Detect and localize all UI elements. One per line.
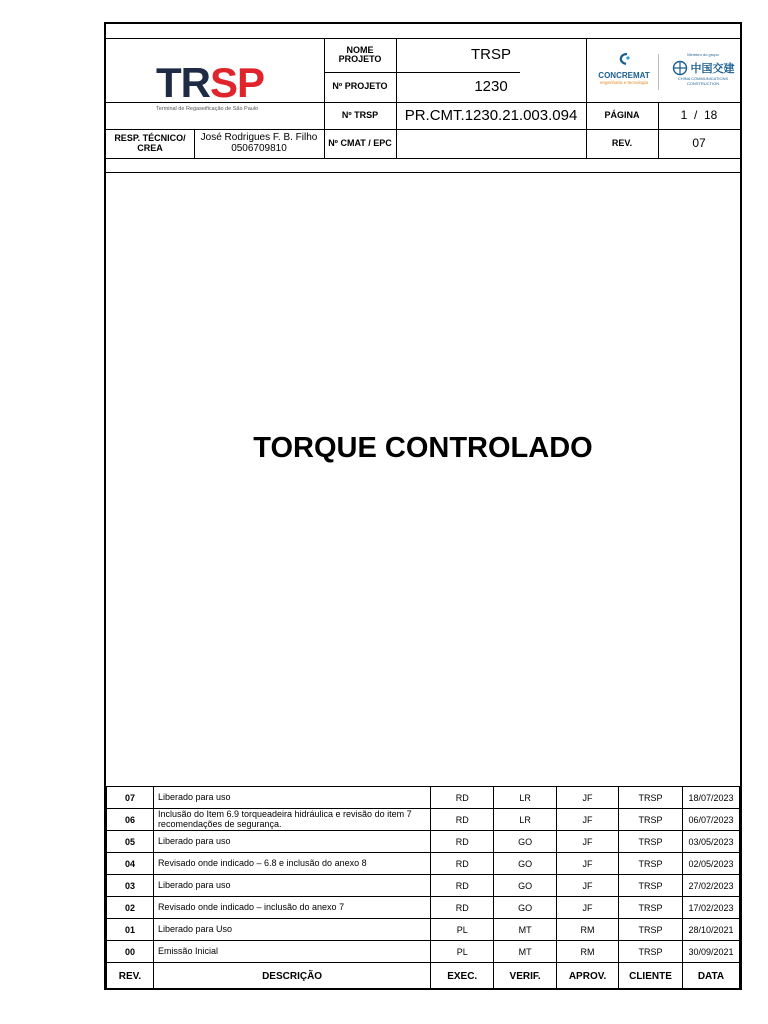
table-row xyxy=(107,919,740,941)
cell-desc: Liberado para Uso xyxy=(153,919,430,941)
cell-verif: GO xyxy=(494,875,557,897)
cell-desc: Inclusão do Item 6.9 torqueadeira hidráulica e revisão do item 7 recomendações de segurança. xyxy=(153,809,430,831)
concremat-logo xyxy=(594,52,654,85)
cell-data: 02/05/2023 xyxy=(682,853,739,875)
cell-verif: LR xyxy=(494,809,557,831)
n-projeto-label: Nº PROJETO xyxy=(332,81,388,92)
table-row xyxy=(107,831,740,853)
cccc-sub: CHINA COMMUNICATIONS CONSTRUCTION xyxy=(677,76,729,86)
cell-desc: Liberado para uso xyxy=(153,831,430,853)
n-trsp-value: PR.CMT.1230.21.003.094 xyxy=(404,106,578,124)
trsp-logo xyxy=(156,59,276,112)
cell-data: 18/07/2023 xyxy=(682,787,739,809)
rev-label: REV. xyxy=(611,137,633,148)
revision-header-row xyxy=(107,963,740,990)
cell-cliente: TRSP xyxy=(619,875,683,897)
logo-word-a: TR xyxy=(156,59,210,106)
table-row xyxy=(107,897,740,919)
cell-aprov: JF xyxy=(557,897,619,919)
header-rev: REV. xyxy=(107,963,154,990)
cell-aprov: JF xyxy=(557,853,619,875)
cell-rev: 01 xyxy=(107,919,154,941)
cell-cliente: TRSP xyxy=(619,897,683,919)
cell-verif: LR xyxy=(494,787,557,809)
pagina-value: 1 / 18 xyxy=(680,108,718,123)
cell-rev: 03 xyxy=(107,875,154,897)
cccc-logo xyxy=(666,52,740,86)
table-row xyxy=(107,787,740,809)
revision-table xyxy=(106,786,740,990)
n-trsp-label: Nº TRSP xyxy=(341,109,379,120)
cmat-epc-value xyxy=(396,129,586,158)
cell-aprov: JF xyxy=(557,831,619,853)
resp-tecnico-label: RESP. TÉCNICO/ CREA xyxy=(114,133,186,153)
table-row xyxy=(107,875,740,897)
cell-cliente: TRSP xyxy=(619,787,683,809)
logo-word-b: SP xyxy=(210,59,265,106)
rev-value: 07 xyxy=(692,136,706,151)
header-desc: DESCRIÇÃO xyxy=(153,963,430,990)
cell-exec: PL xyxy=(431,941,494,963)
table-row xyxy=(107,853,740,875)
cell-verif: GO xyxy=(494,853,557,875)
cell-desc: Liberado para uso xyxy=(153,787,430,809)
header-exec: EXEC. xyxy=(431,963,494,990)
cell-exec: RD xyxy=(431,831,494,853)
cell-rev: 06 xyxy=(107,809,154,831)
cell-cliente: TRSP xyxy=(619,853,683,875)
cell-aprov: RM xyxy=(557,941,619,963)
table-row xyxy=(107,809,740,831)
cell-exec: RD xyxy=(431,875,494,897)
cell-desc: Emissão Inicial xyxy=(153,941,430,963)
cell-exec: RD xyxy=(431,853,494,875)
cell-desc: Revisado onde indicado – inclusão do anexo 7 xyxy=(153,897,430,919)
cell-verif: GO xyxy=(494,897,557,919)
cell-data: 17/02/2023 xyxy=(682,897,739,919)
cell-data: 06/07/2023 xyxy=(682,809,739,831)
cell-cliente: TRSP xyxy=(619,809,683,831)
cell-verif: MT xyxy=(494,941,557,963)
cell-data: 03/05/2023 xyxy=(682,831,739,853)
document-title: TORQUE CONTROLADO xyxy=(253,432,593,464)
cell-desc: Liberado para uso xyxy=(153,875,430,897)
cell-cliente: TRSP xyxy=(619,831,683,853)
cell-data: 27/02/2023 xyxy=(682,875,739,897)
pagina-label: PÁGINA xyxy=(604,109,640,120)
cell-exec: RD xyxy=(431,809,494,831)
concremat-name: CONCREMAT xyxy=(598,71,650,80)
document-frame xyxy=(104,22,742,990)
cell-exec: RD xyxy=(431,787,494,809)
nome-projeto-value: TRSP xyxy=(470,46,511,64)
cell-aprov: JF xyxy=(557,787,619,809)
n-projeto-value: 1230 xyxy=(474,78,508,96)
header-cliente: CLIENTE xyxy=(619,963,683,990)
cell-data: 30/09/2021 xyxy=(682,941,739,963)
logo-tagline: Terminal de Regaseificação de São Paulo xyxy=(156,106,259,112)
cell-rev: 00 xyxy=(107,941,154,963)
cell-rev: 04 xyxy=(107,853,154,875)
concremat-swirl-icon xyxy=(614,52,634,66)
header-aprov: APROV. xyxy=(557,963,619,990)
table-row xyxy=(107,941,740,963)
header-data: DATA xyxy=(682,963,739,990)
header-verif: VERIF. xyxy=(494,963,557,990)
cell-rev: 05 xyxy=(107,831,154,853)
cccc-pre: Membro do grupo xyxy=(687,52,719,57)
cmat-epc-label: Nº CMAT / EPC xyxy=(328,137,392,148)
cell-data: 28/10/2021 xyxy=(682,919,739,941)
cell-cliente: TRSP xyxy=(619,919,683,941)
cell-rev: 02 xyxy=(107,897,154,919)
resp-tecnico-value: José Rodrigues F. B. Filho 0506709810 xyxy=(200,132,318,154)
concremat-sub: engenharia e tecnologia xyxy=(599,80,649,85)
cccc-name: 中国交建 xyxy=(690,63,735,75)
cell-exec: PL xyxy=(431,919,494,941)
cell-rev: 07 xyxy=(107,787,154,809)
cell-exec: RD xyxy=(431,897,494,919)
cccc-emblem-icon xyxy=(672,60,688,76)
cell-aprov: JF xyxy=(557,809,619,831)
cell-aprov: RM xyxy=(557,919,619,941)
cell-cliente: TRSP xyxy=(619,941,683,963)
cell-aprov: JF xyxy=(557,875,619,897)
nome-projeto-label: NOME PROJETO xyxy=(338,44,382,64)
cell-verif: GO xyxy=(494,831,557,853)
cell-verif: MT xyxy=(494,919,557,941)
cell-desc: Revisado onde indicado – 6.8 e inclusão do anexo 8 xyxy=(153,853,430,875)
